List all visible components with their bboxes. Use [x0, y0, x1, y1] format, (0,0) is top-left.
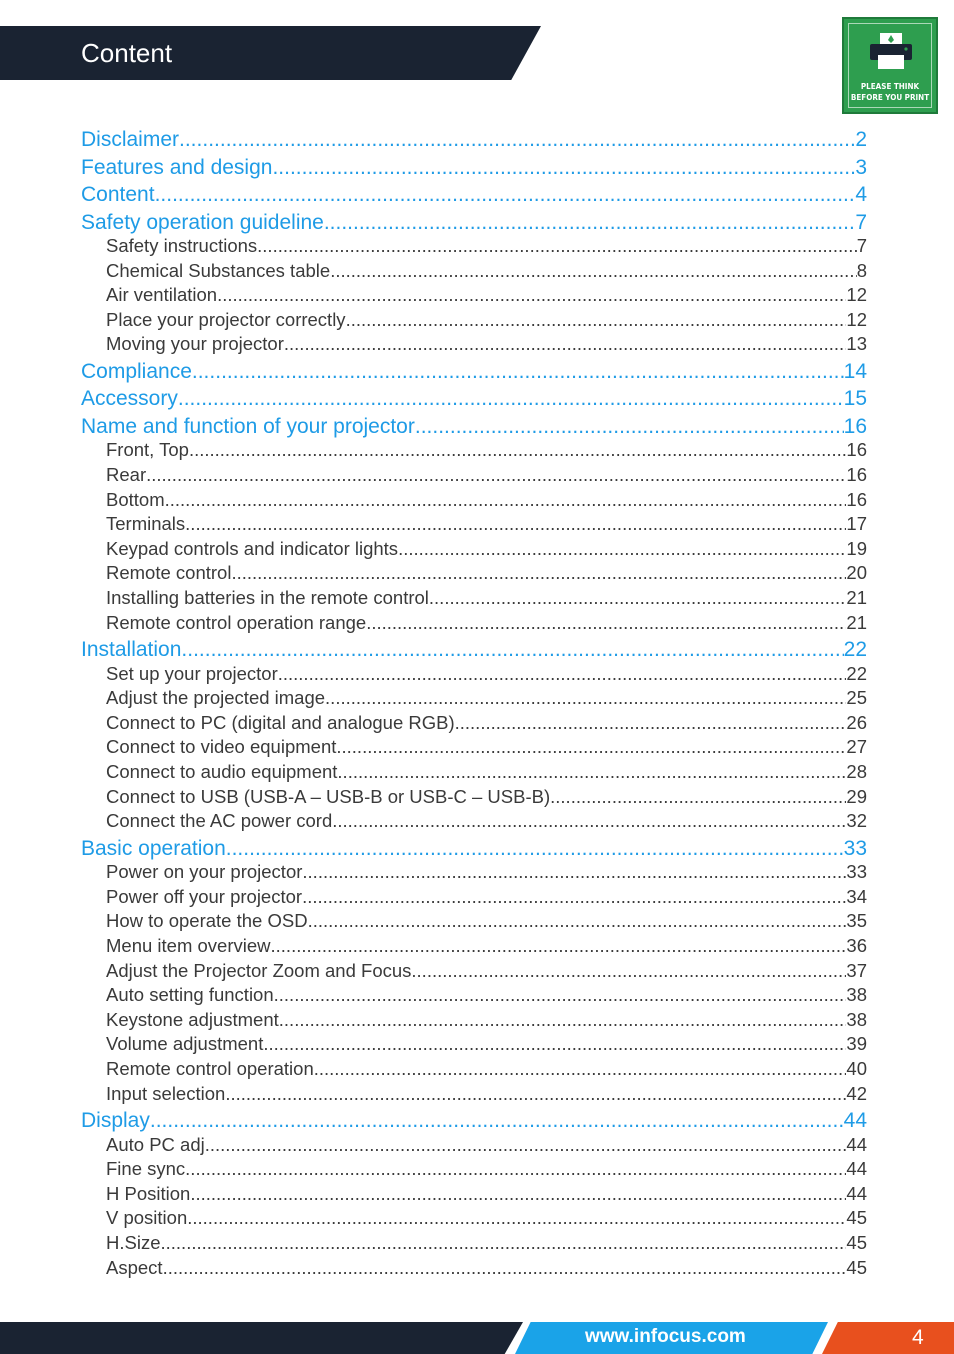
toc-entry-page: 22 — [846, 662, 867, 684]
toc-subsection-entry[interactable] — [81, 283, 867, 307]
toc-entry-page: 44 — [846, 1158, 867, 1180]
toc-dot-leader — [178, 385, 844, 412]
toc-entry-page: 33 — [846, 861, 867, 883]
badge-line-2: BEFORE YOU PRINT — [850, 93, 930, 102]
toc-entry-label: Keystone adjustment — [106, 1008, 279, 1030]
page-number: 4 — [912, 1326, 924, 1349]
toc-entry-page: 36 — [846, 935, 867, 956]
toc-entry-label: Display — [81, 1109, 150, 1133]
toc-subsection-entry[interactable] — [81, 1206, 867, 1230]
toc-subsection-entry[interactable] — [81, 711, 867, 735]
toc-entry-label: Basic operation — [81, 836, 226, 860]
toc-section-entry[interactable] — [81, 835, 867, 862]
toc-entry-label: Remote control operation range — [106, 611, 367, 633]
toc-entry-page: 28 — [846, 761, 867, 782]
toc-entry-page: 25 — [846, 687, 867, 709]
toc-entry-page: 2 — [855, 128, 867, 151]
toc-dot-leader — [146, 463, 846, 487]
toc-entry-page: 12 — [846, 284, 867, 306]
toc-entry-page: 44 — [846, 1133, 867, 1155]
toc-entry-label: Rear — [106, 464, 147, 485]
toc-dot-leader — [411, 959, 846, 983]
toc-dot-leader — [308, 909, 847, 933]
toc-entry-page: 14 — [843, 359, 867, 383]
toc-entry-label: Content — [81, 183, 155, 206]
toc-subsection-entry[interactable] — [81, 586, 867, 610]
toc-entry-label: Keypad controls and indicator lights — [106, 537, 399, 559]
toc-dot-leader — [330, 259, 857, 283]
toc-entry-label: Accessory — [81, 387, 178, 411]
toc-dot-leader — [314, 1057, 847, 1081]
toc-entry-page: 13 — [846, 333, 867, 355]
toc-subsection-entry[interactable] — [81, 860, 867, 884]
toc-subsection-entry[interactable] — [81, 735, 867, 759]
toc-entry-label: Remote control — [106, 562, 232, 584]
toc-dot-leader — [284, 332, 847, 356]
toc-dot-leader — [429, 586, 847, 610]
toc-subsection-entry[interactable] — [81, 332, 867, 356]
toc-subsection-entry[interactable] — [81, 512, 867, 536]
toc-subsection-entry[interactable] — [81, 686, 867, 710]
toc-subsection-entry[interactable] — [81, 1256, 867, 1280]
toc-entry-page: 16 — [846, 439, 867, 461]
toc-dot-leader — [185, 512, 846, 536]
toc-dot-leader — [187, 1206, 846, 1230]
toc-subsection-entry[interactable] — [81, 1057, 867, 1081]
toc-subsection-entry[interactable] — [81, 1182, 867, 1206]
toc-section-entry[interactable] — [81, 126, 867, 153]
toc-subsection-entry[interactable] — [81, 809, 867, 833]
toc-entry-label: Remote control operation — [106, 1058, 314, 1079]
footer-website-link[interactable]: www.infocus.com — [585, 1326, 746, 1347]
toc-entry-page: 17 — [846, 513, 867, 535]
toc-dot-leader — [189, 438, 846, 462]
badge-line-1: PLEASE THINK — [860, 82, 920, 91]
toc-entry-page: 38 — [846, 1008, 867, 1030]
toc-entry-label: Place your projector correctly — [106, 308, 346, 330]
toc-entry-page: 15 — [843, 387, 867, 411]
page-title: Content — [81, 38, 173, 68]
toc-dot-leader — [279, 1008, 847, 1032]
toc-entry-page: 37 — [846, 959, 867, 981]
toc-dot-leader — [336, 735, 846, 759]
toc-dot-leader — [325, 686, 846, 710]
toc-subsection-entry[interactable] — [81, 1157, 867, 1181]
toc-subsection-entry[interactable] — [81, 760, 867, 784]
toc-entry-page: 8 — [856, 259, 867, 281]
toc-subsection-entry[interactable] — [81, 983, 867, 1007]
toc-section-entry[interactable] — [81, 385, 867, 412]
toc-entry-page: 19 — [846, 537, 867, 559]
toc-subsection-entry[interactable] — [81, 463, 867, 487]
toc-subsection-entry[interactable] — [81, 1231, 867, 1255]
toc-entry-label: Compliance — [81, 359, 192, 383]
toc-entry-page: 7 — [856, 235, 867, 256]
toc-dot-leader — [302, 860, 846, 884]
toc-dot-leader — [231, 561, 846, 585]
toc-dot-leader — [263, 1032, 846, 1056]
toc-entry-label: Moving your projector — [106, 333, 284, 355]
toc-dot-leader — [455, 711, 847, 735]
toc-subsection-entry[interactable] — [81, 885, 867, 909]
toc-entry-label: Safety instructions — [106, 235, 258, 256]
toc-entry-label: Auto setting function — [106, 984, 274, 1006]
toc-dot-leader — [366, 611, 846, 635]
toc-entry-label: Features and design — [81, 155, 273, 179]
toc-subsection-entry[interactable] — [81, 611, 867, 635]
toc-entry-page: 38 — [846, 984, 867, 1006]
toc-entry-page: 26 — [846, 711, 867, 733]
toc-dot-leader — [165, 488, 847, 512]
toc-subsection-entry[interactable] — [81, 561, 867, 585]
toc-dot-leader — [337, 760, 846, 784]
toc-entry-label: Connect to video equipment — [106, 736, 337, 758]
toc-dot-leader — [225, 1082, 846, 1106]
toc-entry-page: 32 — [846, 810, 867, 832]
toc-dot-leader — [150, 1107, 844, 1134]
toc-entry-label: Set up your projector — [106, 662, 278, 684]
toc-subsection-entry[interactable] — [81, 662, 867, 686]
toc-entry-page: 27 — [846, 736, 867, 758]
toc-entry-label: Connect to audio equipment — [106, 761, 338, 782]
toc-entry-page: 29 — [846, 785, 867, 807]
toc-entry-label: Volume adjustment — [106, 1033, 264, 1055]
toc-entry-label: Chemical Substances table — [106, 259, 331, 281]
toc-entry-page: 20 — [846, 562, 867, 584]
toc-entry-page: 44 — [846, 1182, 867, 1204]
toc-entry-page: 21 — [846, 611, 867, 633]
toc-dot-leader — [190, 1182, 846, 1206]
toc-subsection-entry[interactable] — [81, 1008, 867, 1032]
toc-section-entry[interactable] — [81, 413, 867, 440]
toc-entry-label: Name and function of your projector — [81, 414, 415, 438]
toc-dot-leader — [398, 537, 846, 561]
toc-dot-leader — [226, 835, 844, 862]
toc-entry-label: Bottom — [106, 488, 165, 510]
toc-dot-leader — [550, 785, 846, 809]
toc-entry-label: V position — [106, 1207, 188, 1229]
toc-entry-label: Fine sync — [106, 1158, 186, 1180]
toc-dot-leader — [272, 154, 855, 181]
toc-dot-leader — [324, 209, 855, 236]
print-reminder-badge — [842, 17, 938, 114]
toc-subsection-entry[interactable] — [81, 1133, 867, 1157]
toc-entry-page: 45 — [846, 1256, 867, 1278]
toc-dot-leader — [274, 983, 847, 1007]
toc-subsection-entry[interactable] — [81, 959, 867, 983]
toc-dot-leader — [181, 636, 843, 663]
toc-entry-label: Installation — [81, 638, 182, 662]
toc-subsection-entry[interactable] — [81, 234, 867, 258]
badge-text — [844, 81, 936, 103]
toc-entry-label: Auto PC adj. — [106, 1133, 210, 1155]
toc-dot-leader — [161, 1231, 847, 1255]
toc-subsection-entry[interactable] — [81, 1082, 867, 1106]
toc-dot-leader — [415, 413, 844, 440]
toc-dot-leader — [332, 809, 846, 833]
toc-entry-label: H Position — [106, 1182, 191, 1204]
toc-entry-page: 45 — [846, 1232, 867, 1253]
toc-entry-label: Aspect — [106, 1256, 163, 1278]
toc-entry-page: 12 — [846, 308, 867, 330]
toc-entry-label: Connect to USB (USB-A – USB-B or USB-C – USB-B) — [106, 785, 551, 807]
toc-entry-label: Air ventilation — [106, 284, 218, 306]
toc-subsection-entry[interactable] — [81, 259, 867, 283]
toc-dot-leader — [192, 358, 844, 385]
toc-dot-leader — [185, 1157, 846, 1181]
toc-entry-label: H.Size — [106, 1232, 161, 1253]
toc-entry-label: Terminals — [106, 513, 186, 535]
printer-icon — [868, 31, 914, 71]
toc-entry-label: Front, Top — [106, 439, 189, 461]
toc-entry-page: 35 — [846, 910, 867, 932]
toc-dot-leader — [155, 181, 856, 208]
toc-subsection-entry[interactable] — [81, 1032, 867, 1056]
toc-dot-leader — [217, 283, 846, 307]
toc-dot-leader — [210, 1133, 847, 1157]
toc-dot-leader — [179, 126, 855, 153]
toc-subsection-entry[interactable] — [81, 488, 867, 512]
toc-entry-label: Input selection — [106, 1082, 226, 1104]
toc-entry-label: Adjust the Projector Zoom and Focus — [106, 959, 412, 981]
toc-entry-page: 45 — [846, 1207, 867, 1229]
toc-subsection-entry[interactable] — [81, 909, 867, 933]
toc-entry-page: 22 — [843, 638, 867, 662]
toc-entry-page: 34 — [846, 885, 867, 907]
toc-subsection-entry[interactable] — [81, 934, 867, 958]
toc-entry-label: Connect the AC power cord — [106, 810, 333, 832]
footer-bar — [0, 1322, 523, 1354]
toc-entry-label: How to operate the OSD — [106, 910, 308, 932]
toc-entry-label: Menu item overview — [106, 935, 271, 956]
toc-section-entry[interactable] — [81, 154, 867, 181]
toc-entry-page: 44 — [843, 1109, 867, 1133]
toc-section-entry[interactable] — [81, 636, 867, 663]
toc-entry-page: 7 — [855, 210, 867, 234]
toc-entry-label: Disclaimer — [81, 128, 180, 151]
toc-entry-page: 33 — [843, 836, 867, 860]
toc-subsection-entry[interactable] — [81, 537, 867, 561]
toc-entry-page: 16 — [846, 464, 867, 485]
toc-entry-page: 21 — [846, 587, 867, 608]
toc-dot-leader — [302, 885, 846, 909]
toc-entry-label: Power on your projector — [106, 861, 303, 883]
toc-entry-page: 42 — [846, 1082, 867, 1104]
toc-entry-label: Adjust the projected image — [106, 687, 326, 709]
toc-section-entry[interactable] — [81, 181, 867, 208]
toc-dot-leader — [278, 662, 847, 686]
toc-entry-page: 40 — [846, 1058, 867, 1079]
toc-entry-label: Installing batteries in the remote control — [106, 587, 429, 608]
toc-dot-leader — [346, 308, 847, 332]
toc-section-entry[interactable] — [81, 358, 867, 385]
footer-page-band — [822, 1322, 954, 1354]
toc-section-entry[interactable] — [81, 1107, 867, 1134]
toc-entry-page: 4 — [855, 183, 867, 206]
toc-subsection-entry[interactable] — [81, 438, 867, 462]
toc-entry-page: 16 — [846, 488, 867, 510]
toc-section-entry[interactable] — [81, 209, 867, 236]
toc-subsection-entry[interactable] — [81, 785, 867, 809]
toc-entry-label: Power off your projector — [106, 885, 303, 907]
toc-dot-leader — [257, 234, 857, 258]
toc-subsection-entry[interactable] — [81, 308, 867, 332]
toc-entry-label: Connect to PC (digital and analogue RGB) — [106, 711, 455, 733]
toc-entry-page: 39 — [846, 1033, 867, 1055]
toc-dot-leader — [271, 934, 847, 958]
toc-entry-page: 3 — [855, 155, 867, 179]
toc-dot-leader — [163, 1256, 847, 1280]
toc-entry-label: Safety operation guideline — [81, 210, 324, 234]
toc-entry-page: 16 — [843, 414, 867, 438]
